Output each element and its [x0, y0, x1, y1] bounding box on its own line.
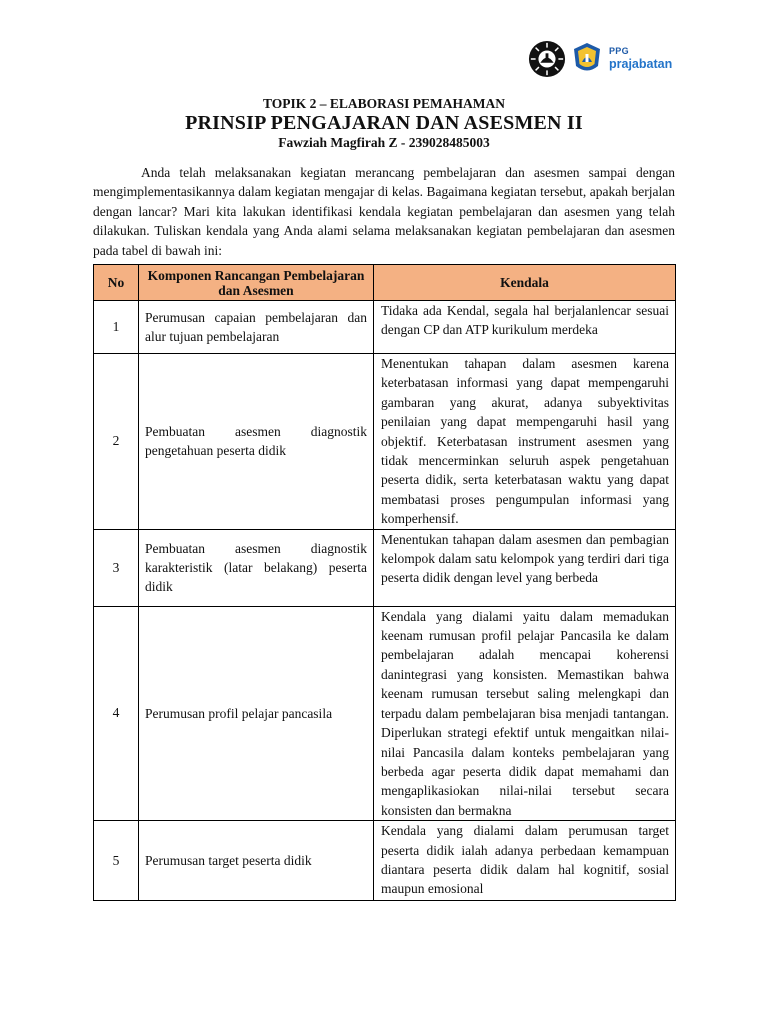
row-kendala: Tidaka ada Kendal, segala hal berjalanlencar sesuai dengan CP dan ATP kurikulum merdeka: [374, 301, 676, 354]
row-kendala: Kendala yang dialami dalam perumusan target peserta didik ialah adanya perbedaan kemampuan diantara peserta didik dalam hal kognitif, sosial maupun emosional: [374, 821, 676, 901]
university-logo-icon: [528, 40, 566, 78]
row-number: 2: [94, 354, 139, 530]
ppg-prajabatan-logo: [609, 47, 672, 71]
row-komponen: Perumusan target peserta didik: [139, 821, 374, 901]
logo-text-ppg: PPG: [609, 46, 629, 57]
row-komponen: Perumusan profil pelajar pancasila: [139, 606, 374, 820]
logo-text-prajabatan: prajabatan: [609, 57, 673, 72]
row-kendala: Kendala yang dialami yaitu dalam memadukan keenam rumusan profil pelajar Pancasila ke dalam pembelajaran adalah mencapai koherensi danintegrasi yang konsisten. Memastikan bahwa keenam rumusan tersebut saling melengkapi dan terpadu dalam pembelajaran bisa menjadi tantangan. Diperlukan strategi efektif untuk mengaitkan nilai-nilai Pancasila dalam konteks pembelajaran yang berbeda agar peserta didik dapat memahami dan mengaplikasiokan nilai-nilai tersebut secara konsisten dan bermakna: [374, 606, 676, 820]
row-kendala: Menentukan tahapan dalam asesmen karena keterbatasan informasi yang dapat mempengaruhi gambaran yang akurat, adanya subyektivitas penilaian yang dapat mempengaruhi hasil yang objektif. Keterbatasan instrument asesmen yang tidak mencerminkan seluruh aspek pengetahuan peserta didik, serta keterbatasan waktu yang dapat membatasi proses pengumpulan informasi yang komperhensif.: [374, 354, 676, 530]
row-number: 3: [94, 529, 139, 606]
table-row: [94, 529, 676, 606]
header-no: No: [94, 265, 139, 301]
topic-line: TOPIK 2 – ELABORASI PEMAHAMAN: [262, 96, 506, 111]
table-header-row: [94, 265, 676, 301]
table-row: [94, 606, 676, 820]
row-number: 1: [94, 301, 139, 354]
header-kendala: Kendala: [374, 265, 676, 301]
row-number: 5: [94, 821, 139, 901]
row-number: 4: [94, 606, 139, 820]
page-title: PRINSIP PENGAJARAN DAN ASESMEN II: [185, 112, 583, 134]
author-line: Fawziah Magfirah Z - 239028485003: [278, 135, 490, 150]
kendala-table: [93, 264, 676, 901]
row-komponen: Pembuatan asesmen diagnostik karakteristik (latar belakang) peserta didik: [139, 529, 374, 606]
row-komponen: Pembuatan asesmen diagnostik pengetahuan peserta didik: [139, 354, 374, 530]
row-kendala: Menentukan tahapan dalam asesmen dan pembagian kelompok dalam satu kelompok yang terdiri dari tiga peserta didik dengan level yang berbeda: [374, 529, 676, 606]
table-row: [94, 821, 676, 901]
kemendikbud-logo-icon: [572, 42, 602, 76]
intro-paragraph: Anda telah melaksanakan kegiatan merancang pembelajaran dan asesmen sampai dengan mengimplementasikannya dalam kegiatan mengajar di kelas. Bagaimana kegiatan tersebut, apakah berjalan dengan lancar? Mari kita lakukan identifikasi kendala kegiatan pembelajaran dan asesmen yang telah dilakukan. Tuliskan kendala yang Anda alami selama melaksanakan kegiatan pembelajaran dan asesmen pada tabel di bawah ini:: [93, 165, 675, 258]
table-row: [94, 301, 676, 354]
table-row: [94, 354, 676, 530]
header-komponen: Komponen Rancangan Pembelajaran dan Asesmen: [139, 265, 374, 301]
row-komponen: Perumusan capaian pembelajaran dan alur tujuan pembelajaran: [139, 301, 374, 354]
header-logos: [528, 41, 672, 77]
